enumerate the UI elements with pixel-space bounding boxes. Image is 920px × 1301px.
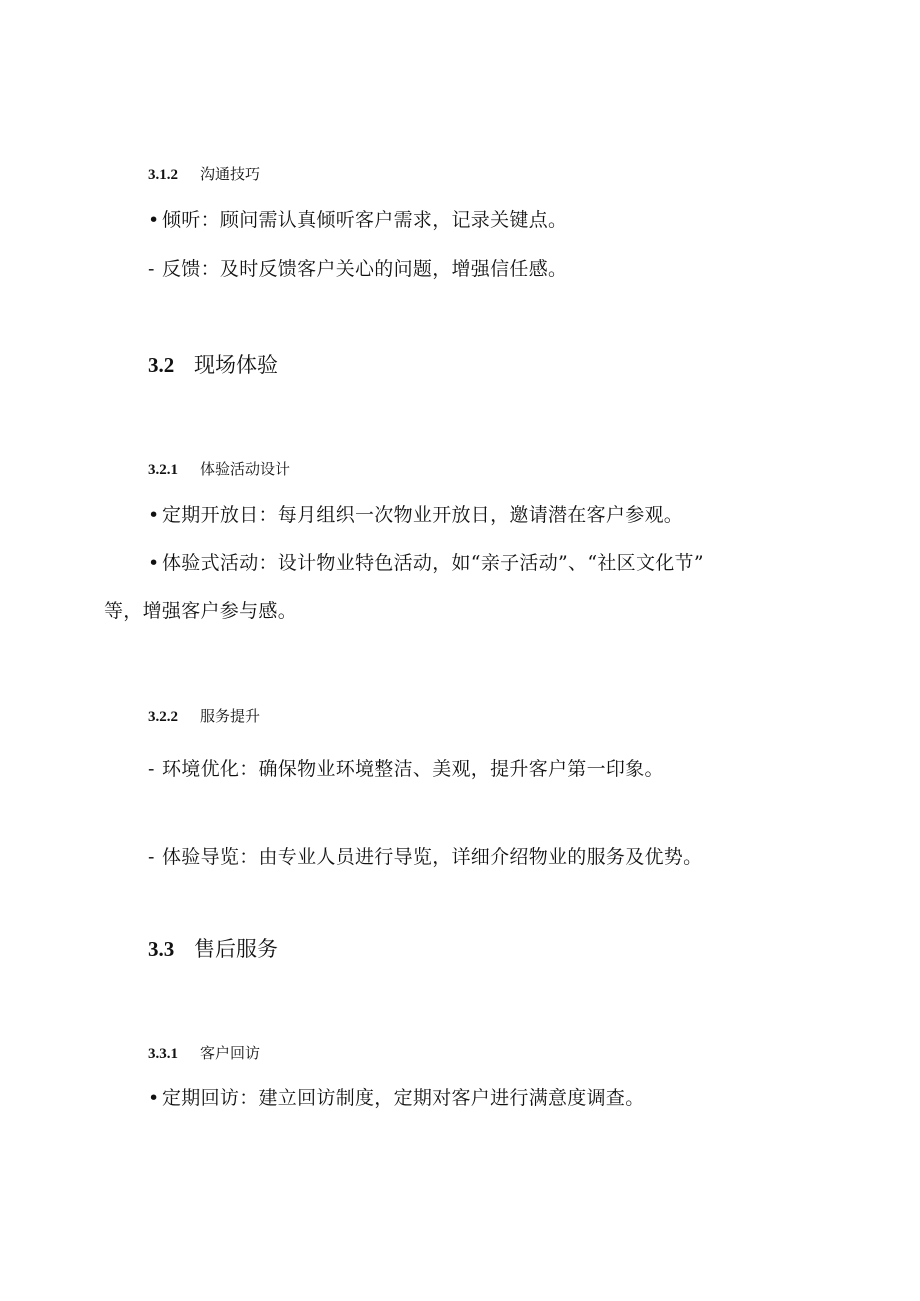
heading-number: 3.2.1	[148, 462, 178, 478]
paragraph-text: 倾听：顾问需认真倾听客户需求，记录关键点。	[162, 209, 568, 231]
dash-marker: -	[148, 758, 155, 780]
heading-title: 体验活动设计	[200, 460, 291, 478]
paragraph-experience-activity	[148, 548, 704, 575]
bullet-marker: •	[148, 209, 160, 231]
paragraph-text: 定期回访：建立回访制度，定期对客户进行满意度调查。	[162, 1087, 645, 1109]
paragraph-text: 反馈：及时反馈客户关心的问题，增强信任感。	[162, 258, 568, 280]
paragraph-feedback	[148, 254, 567, 281]
heading-3-2-2	[148, 705, 260, 726]
paragraph-text: 体验导览：由专业人员进行导览，详细介绍物业的服务及优势。	[162, 846, 703, 868]
heading-title: 售后服务	[194, 937, 278, 961]
heading-3-3	[148, 933, 278, 963]
heading-3-2	[148, 349, 278, 379]
paragraph-guided-tour	[148, 842, 702, 869]
dash-marker: -	[148, 258, 155, 280]
heading-number: 3.3.1	[148, 1046, 178, 1062]
bullet-marker: •	[148, 552, 160, 574]
heading-number: 3.3	[148, 937, 175, 961]
heading-3-2-1	[148, 458, 290, 479]
bullet-marker: •	[148, 1087, 160, 1109]
heading-title: 服务提升	[200, 707, 261, 725]
paragraph-environment	[148, 754, 664, 781]
paragraph-text: 体验式活动：设计物业特色活动，如“亲子活动”、“社区文化节”	[162, 552, 704, 574]
paragraph-listening	[148, 205, 567, 232]
heading-3-1-2	[148, 163, 260, 184]
heading-title: 沟通技巧	[200, 165, 261, 183]
heading-number: 3.2	[148, 353, 175, 377]
paragraph-open-day	[148, 500, 683, 527]
paragraph-continuation: 等，增强客户参与感。	[104, 600, 298, 622]
heading-number: 3.2.2	[148, 709, 178, 725]
paragraph-text: 环境优化：确保物业环境整洁、美观，提升客户第一印象。	[162, 758, 664, 780]
heading-title: 客户回访	[200, 1044, 261, 1062]
heading-3-3-1	[148, 1042, 260, 1063]
paragraph-text: 定期开放日：每月组织一次物业开放日，邀请潜在客户参观。	[162, 504, 684, 526]
dash-marker: -	[148, 846, 155, 868]
heading-title: 现场体验	[194, 353, 278, 377]
bullet-marker: •	[148, 504, 160, 526]
heading-number: 3.1.2	[148, 167, 178, 183]
paragraph-follow-up	[148, 1083, 645, 1110]
